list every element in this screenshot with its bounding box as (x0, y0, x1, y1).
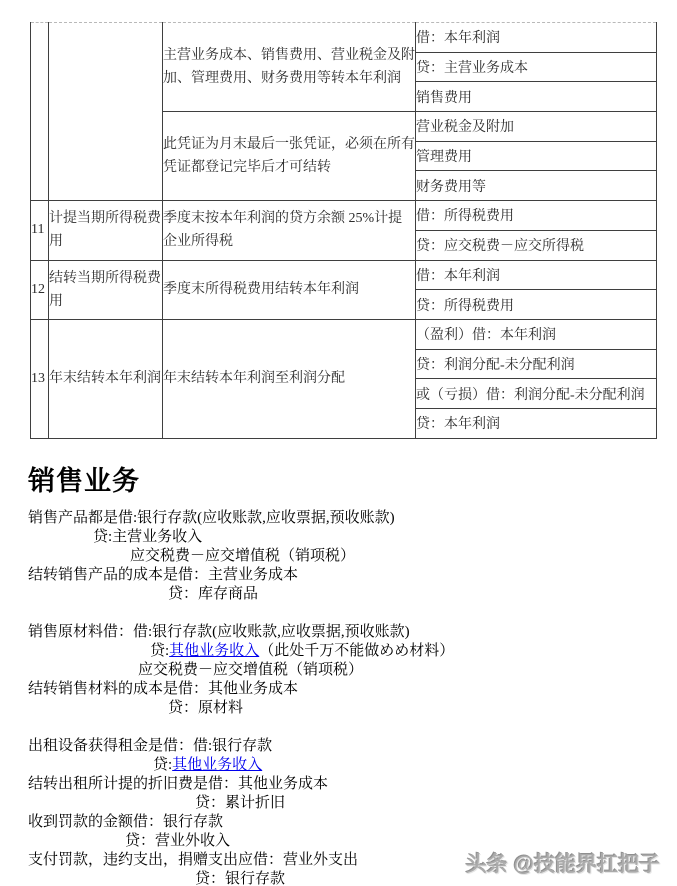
credit-prefix: 贷: (153, 757, 173, 773)
section-heading: 销售业务 (28, 466, 140, 496)
text-line: 销售原材料借：借:银行存款(应收账款,应收票据,预收账款) (28, 624, 410, 640)
text-line: 出租设备获得租金是借：借:银行存款 (28, 738, 273, 754)
text-line: 结转出租所计提的折旧费是借：其他业务成本 (28, 776, 329, 792)
row-number-cell (31, 23, 49, 201)
item-name-cell: 年末结转本年利润 (49, 319, 163, 438)
row-number-cell: 11 (31, 201, 49, 260)
desc-cell: 此凭证为月末最后一张凭证，必须在所有凭证都登记完毕后才可结转 (163, 112, 416, 201)
row-number-cell: 13 (31, 319, 49, 438)
desc-cell: 主营业务成本、销售费用、营业税金及附加、管理费用、财务费用等转本年利润 (163, 23, 416, 112)
text-line: 贷：原材料 (168, 700, 244, 716)
accounting-entries-table (30, 22, 657, 439)
text-line: 销售产品都是借:银行存款(应收账款,应收票据,预收账款) (28, 510, 395, 526)
text-line (28, 756, 454, 775)
text-line: 收到罚款的金额借：银行存款 (28, 814, 224, 830)
text-line: 应交税费－应交增值税（销项税） (138, 662, 364, 678)
entry-cell: 借：所得税费用 (416, 201, 657, 231)
item-name-cell: 计提当期所得税费用 (49, 201, 163, 260)
entry-cell: 贷：本年利润 (416, 408, 657, 438)
text-line: 贷：营业外收入 (125, 833, 231, 849)
item-name-cell (49, 23, 163, 201)
blank-line (28, 718, 454, 737)
other-business-income-link[interactable]: 其他业务收入 (169, 643, 260, 659)
text-line: 贷:主营业务收入 (93, 529, 203, 545)
entry-cell: 借：本年利润 (416, 260, 657, 290)
credit-note: （此处千万不能做めめ材料） (259, 643, 455, 659)
item-name-cell: 结转当期所得税费用 (49, 260, 163, 319)
entry-cell: （盈利）借：本年利润 (416, 319, 657, 349)
entry-cell: 营业税金及附加 (416, 112, 657, 142)
entry-cell: 财务费用等 (416, 171, 657, 201)
sales-section (28, 466, 454, 886)
text-line: 贷：银行存款 (195, 871, 286, 886)
text-line (28, 642, 454, 661)
entry-cell: 销售费用 (416, 82, 657, 112)
desc-cell: 季度末所得税费用结转本年利润 (163, 260, 416, 319)
entry-cell: 管理费用 (416, 141, 657, 171)
watermark: 头条 @技能界扛把子 (465, 853, 660, 876)
text-line: 支付罚款，违约支出，捐赠支出应借：营业外支出 (28, 852, 359, 868)
entry-cell: 或（亏损）借：利润分配-未分配利润 (416, 379, 657, 409)
text-line: 结转销售产品的成本是借：主营业务成本 (28, 567, 299, 583)
other-business-income-link[interactable]: 其他业务收入 (172, 757, 263, 773)
entry-cell: 借：本年利润 (416, 23, 657, 53)
row-number-cell: 12 (31, 260, 49, 319)
desc-cell: 年末结转本年利润至利润分配 (163, 319, 416, 438)
credit-prefix: 贷: (150, 643, 170, 659)
text-line: 贷：库存商品 (168, 586, 259, 602)
desc-cell: 季度末按本年利润的贷方余额 25%计提企业所得税 (163, 201, 416, 260)
text-line: 结转销售材料的成本是借：其他业务成本 (28, 681, 299, 697)
blank-line (28, 604, 454, 623)
entry-cell: 贷：应交税费－应交所得税 (416, 230, 657, 260)
entry-cell: 贷：主营业务成本 (416, 52, 657, 82)
text-line: 贷：累计折旧 (195, 795, 286, 811)
entry-cell: 贷：所得税费用 (416, 290, 657, 320)
text-line: 应交税费－应交增值税（销项税） (130, 548, 356, 564)
entry-cell: 贷：利润分配-未分配利润 (416, 349, 657, 379)
